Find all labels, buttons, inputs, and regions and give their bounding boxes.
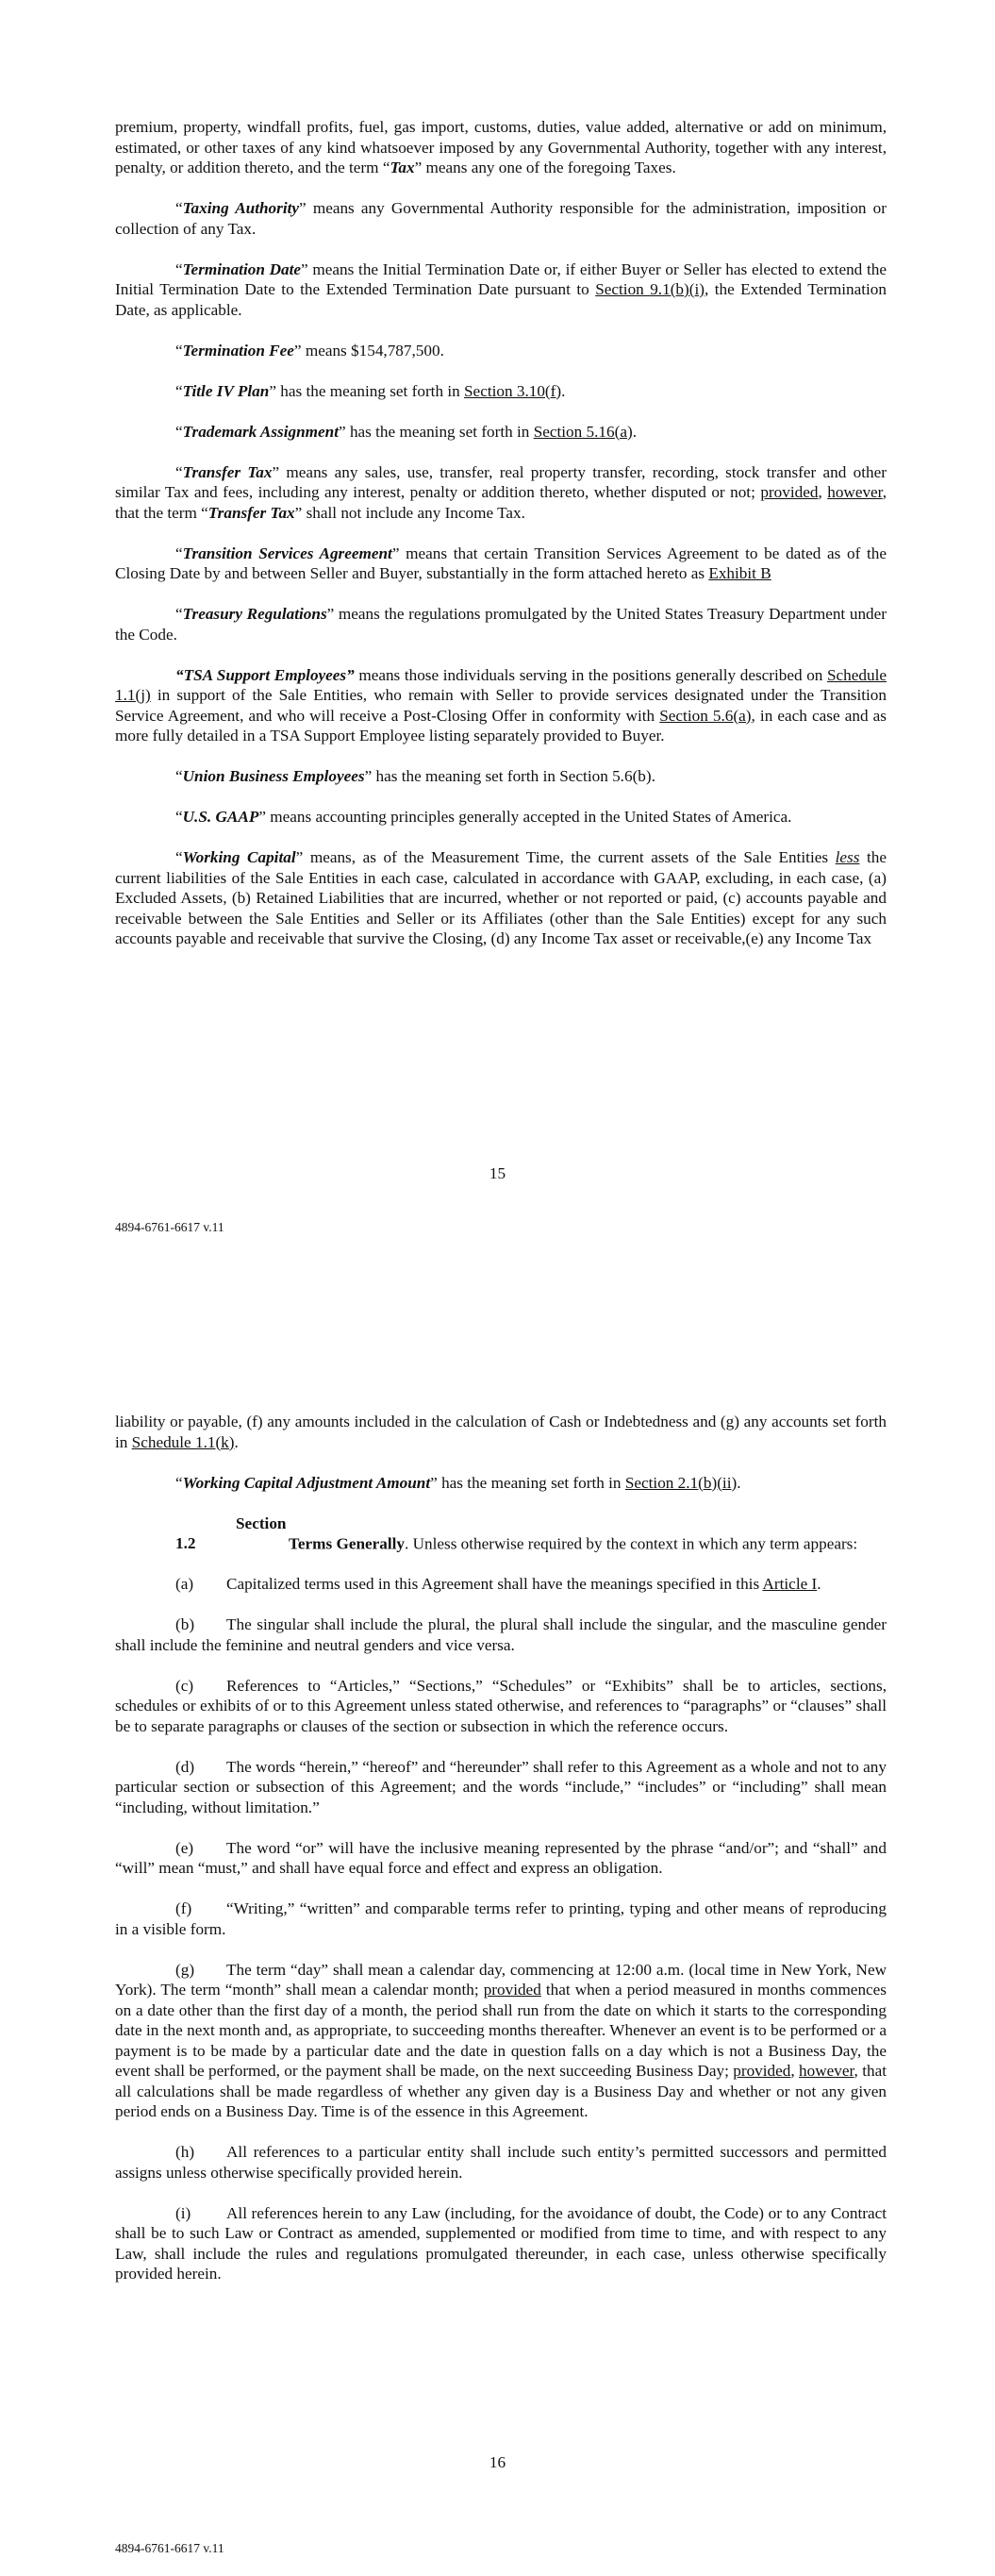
section-reference-link: Section 5.6(a) [659,706,752,725]
article-reference-link: Article I [762,1575,818,1593]
definition-trademark-assignment: “Trademark Assignment” has the meaning set forth in Section 5.16(a). [175,422,637,441]
clause-b: (b) The singular shall include the plural, the plural shall include the singular, and the masculine gender shall include the feminine and neutral genders and vice versa. [115,1615,887,1654]
document-id-footer: 4894-6761-6617 v.11 [115,2541,224,2555]
exhibit-reference-link: Exhibit B [708,564,771,582]
definition-transition-services-agreement: “Transition Services Agreement” means that certain Transition Services Agreement to be dated as of the Closing Date by and between Seller and Buyer, substantially in the form attached hereto as Exhibit B [115,544,887,582]
document-page-16 [0,1288,995,2576]
schedule-reference-link: Schedule 1.1(k) [131,1432,235,1451]
definition-title-iv-plan: “Title IV Plan” has the meaning set forth in Section 3.10(f). [175,381,566,400]
definition-us-gaap: “U.S. GAAP” means accounting principles generally accepted in the United States of America. [175,808,792,826]
section-reference-link: Section 3.10(f) [464,381,562,400]
definition-working-capital-adjustment-amount: “Working Capital Adjustment Amount” has the meaning set forth in Section 2.1(b)(ii). [175,1473,741,1492]
section-title: Terms Generally [289,1534,405,1552]
section-reference-link: Section 9.1(b)(i) [595,280,705,298]
definition-treasury-regulations: “Treasury Regulations” means the regulations promulgated by the United States Treasury Department under the Code. [115,605,887,644]
clause-a: (a) Capitalized terms used in this Agreement shall have the meanings specified in this Article I. [175,1575,821,1593]
section-number: Section 1.2 [175,1514,287,1552]
page-number: 16 [489,2453,506,2471]
schedule-reference-link: Schedule 1.1(j) [115,665,887,704]
tax-definition-continued: premium, property, windfall profits, fuel, gas import, customs, duties, value added, alternative or add on minimum, estimated, or other taxes of any kind whatsoever imposed by any Governmental Authority, together with any interest, penalty, or addition thereto, and the term “Tax” means any one of the foregoing Taxes. [115,118,887,176]
clause-g: (g) The term “day” shall mean a calendar day, commencing at 12:00 a.m. (local time in New York, New York). The term “month” shall mean a calendar month; provided that when a period measured in months commences on a date other than the first day of a month, the period shall run from the date on which it starts to the corresponding date in the next month and, as appropriate, to succeeding months thereafter. Whenever an event is to be performed or a payment is to be made by a particular date and the date in question falls on a day which is not a Business Day, the event shall be performed, or the payment shall be made, on the next succeeding Business Day; provided, however, that all calculations shall be made regardless of whether any given day is a Business Day and whether or not any given period ends on a Business Day. Time is of the essence in this Agreement. [115,1960,887,2120]
page-15-body [115,117,887,969]
definition-working-capital: “Working Capital” means, as of the Measurement Time, the current assets of the Sale Entities less the current liabilities of the Sale Entities in each case, calculated in accordance with GAAP, excluding, in each case, (a) Excluded Assets, (b) Retained Liabilities that are incurred, whether or not reported or paid, (c) accounts payable and receivable between the Sale Entities and Seller or its Affiliates (other than the Sale Entities) except for any such accounts payable and receivable that survive the Closing, (d) any Income Tax asset or receivable,(e) any Income Tax [115,848,887,947]
definition-taxing-authority: “Taxing Authority” means any Governmental Authority responsible for the administration, imposition or collection of any Tax. [115,199,887,238]
clause-i: (i) All references herein to any Law (including, for the avoidance of doubt, the Code) or to any Contract shall be to such Law or Contract as amended, supplemented or modified from time to time, and with respect to any Law, shall include the rules and regulations promulgated thereunder, in each case, unless otherwise specifically provided herein. [115,2203,887,2283]
clause-d: (d) The words “herein,” “hereof” and “hereunder” shall refer to this Agreement as a whole and not to any particular section or subsection of this Agreement; and the words “include,” “includes” or “including” shall mean “including, without limitation.” [115,1757,887,1816]
definition-union-business-employees: “Union Business Employees” has the meaning set forth in Section 5.6(b). [175,767,655,785]
section-1-2-terms-generally: Section 1.2 Terms Generally. Unless otherwise required by the context in which any term appears: [175,1514,858,1552]
clause-e: (e) The word “or” will have the inclusive meaning represented by the phrase “and/or”; and “shall” and “will” mean “must,” and shall have equal force and effect and express an obligation. [115,1838,887,1877]
page-16-body [115,1412,887,2304]
definition-tsa-support-employees: “TSA Support Employees” means those individuals serving in the positions generally described on Schedule 1.1(j) in support of the Sale Entities, who remain with Seller to provide services designated under the Transition Service Agreement, and who will receive a Post-Closing Offer in conformity with Section 5.6(a), in each case and as more fully detailed in a TSA Support Employee listing separately provided to Buyer. [115,665,887,744]
clause-h: (h) All references to a particular entity shall include such entity’s permitted successors and permitted assigns unless otherwise specifically provided herein. [115,2143,887,2182]
clause-f: (f) “Writing,” “written” and comparable terms refer to printing, typing and other means of reproducing in a visible form. [115,1899,887,1938]
page-number: 15 [489,1164,506,1182]
definition-termination-date: “Termination Date” means the Initial Termination Date or, if either Buyer or Seller has elected to extend the Initial Termination Date to the Extended Termination Date pursuant to Section 9.1(b)(i), the Extended Termination Date, as applicable. [115,259,887,319]
section-reference-link: Section 5.16(a) [533,422,633,441]
document-id-footer: 4894-6761-6617 v.11 [115,1220,224,1234]
working-capital-definition-continued: liability or payable, (f) any amounts included in the calculation of Cash or Indebtedness and (g) any accounts set forth in Schedule 1.1(k). [115,1413,887,1451]
definition-transfer-tax: “Transfer Tax” means any sales, use, transfer, real property transfer, recording, stock transfer and other similar Tax and fees, including any interest, penalty or addition thereto, whether disputed or not; provided, however, that the term “Transfer Tax” shall not include any Income Tax. [115,462,887,522]
section-reference-link: Section 2.1(b)(ii) [624,1473,738,1492]
definition-termination-fee: “Termination Fee” means $154,787,500. [175,341,444,360]
clause-c: (c) References to “Articles,” “Sections,” “Schedules” or “Exhibits” shall be to articles, sections, schedules or exhibits of or to this Agreement unless stated otherwise, and references to “paragraphs” or “clauses” shall be to separate paragraphs or clauses of the section or subsection in which the reference occurs. [115,1676,887,1735]
